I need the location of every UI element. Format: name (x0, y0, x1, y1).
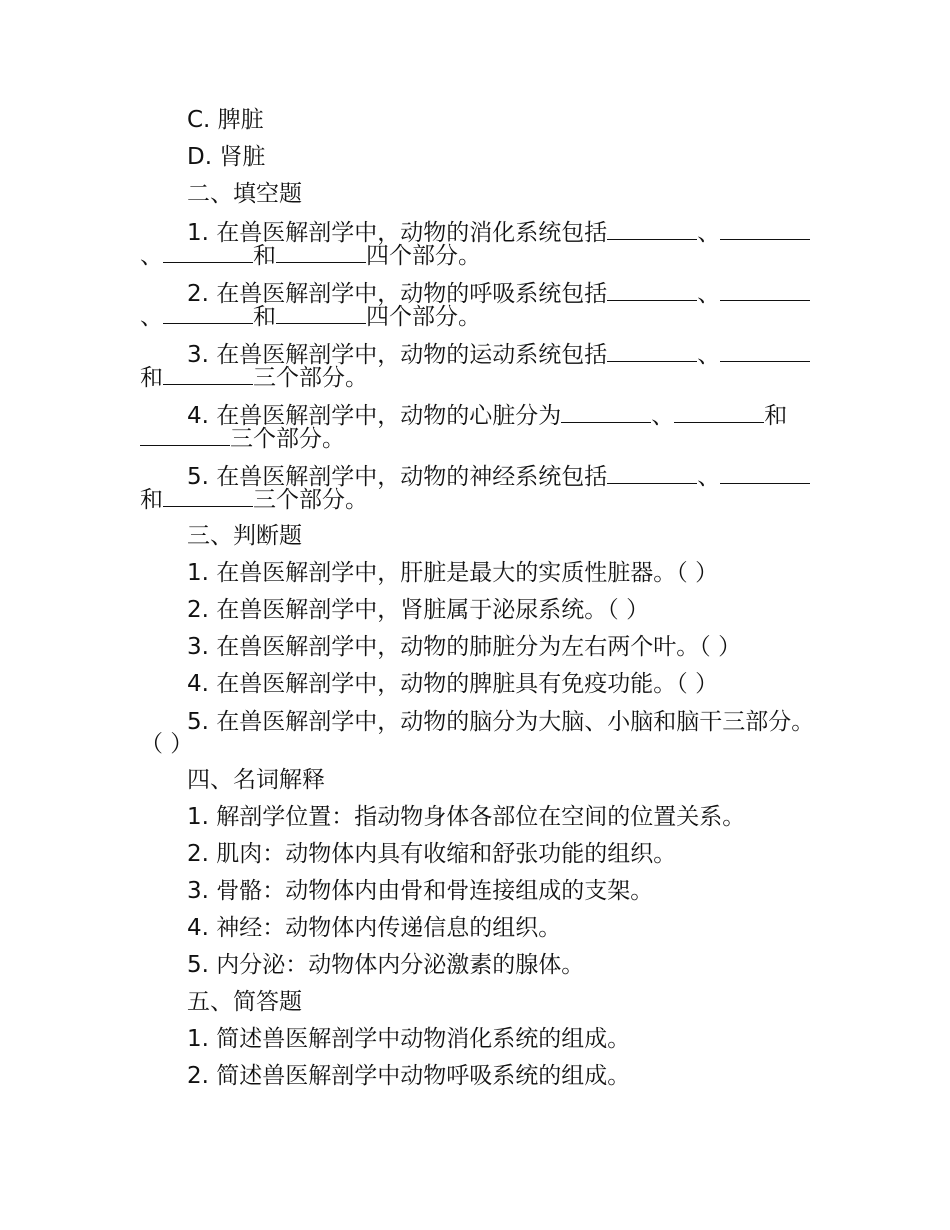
term-definition-3: 3. 骨骼：动物体内由骨和骨连接组成的支架。 (187, 878, 654, 904)
section-heading-short-answer: 五、简答题 (187, 989, 302, 1015)
conjunction: 和 (764, 403, 788, 429)
answer-blank (276, 244, 366, 263)
question-text: 1. 在兽医解剖学中，动物的消化系统包括 (187, 220, 608, 246)
question-tail: 四个部分。 (366, 304, 481, 330)
question-tail: 三个部分。 (230, 426, 345, 452)
answer-blank (163, 244, 253, 263)
answer-blank (720, 343, 810, 362)
fill-blank-question-3 (140, 335, 820, 396)
question-text: 4. 在兽医解剖学中，动物的心脏分为 (187, 403, 562, 429)
separator: 、 (697, 220, 721, 246)
answer-blank (720, 465, 810, 484)
answer-blank (163, 488, 253, 507)
separator: 、 (697, 281, 721, 307)
question-tail: 四个部分。 (366, 243, 481, 269)
separator: 、 (651, 403, 675, 429)
question-tail: 三个部分。 (253, 365, 368, 391)
separator: 、 (140, 304, 163, 330)
true-false-question-4: 4. 在兽医解剖学中，动物的脾脏具有免疫功能。（ ） (187, 671, 719, 697)
question-text: 5. 在兽医解剖学中，动物的神经系统包括 (187, 464, 608, 490)
true-false-question-1: 1. 在兽医解剖学中，肝脏是最大的实质性脏器。（ ） (187, 560, 719, 586)
term-definition-5: 5. 内分泌：动物体内分泌激素的腺体。 (187, 952, 585, 978)
separator: 、 (697, 464, 721, 490)
answer-blank (720, 221, 810, 240)
conjunction: 和 (140, 365, 163, 391)
conjunction: 和 (140, 487, 163, 513)
short-answer-question-2: 2. 简述兽医解剖学中动物呼吸系统的组成。 (187, 1063, 631, 1089)
separator: 、 (697, 342, 721, 368)
answer-blank (163, 305, 253, 324)
fill-blank-question-1 (140, 213, 820, 274)
answer-blank (607, 221, 697, 240)
fill-blank-question-5 (140, 457, 820, 518)
conjunction: 和 (253, 304, 276, 330)
true-false-question-5: 5. 在兽医解剖学中，动物的脑分为大脑、小脑和脑干三部分。（ ） (140, 709, 815, 757)
answer-blank (163, 366, 253, 385)
question-tail: 三个部分。 (253, 487, 368, 513)
question-text: 3. 在兽医解剖学中，动物的运动系统包括 (187, 342, 608, 368)
section-heading-fill-blank: 二、填空题 (187, 181, 302, 207)
option-d: D. 肾脏 (187, 144, 266, 170)
fill-blank-question-2 (140, 274, 820, 335)
answer-blank (674, 404, 764, 423)
term-definition-1: 1. 解剖学位置：指动物身体各部位在空间的位置关系。 (187, 804, 746, 830)
answer-blank (140, 427, 230, 446)
separator: 、 (140, 243, 163, 269)
option-c: C. 脾脏 (187, 107, 264, 133)
answer-blank (607, 465, 697, 484)
document-body (140, 102, 820, 1095)
short-answer-question-1: 1. 简述兽医解剖学中动物消化系统的组成。 (187, 1026, 631, 1052)
answer-blank (276, 305, 366, 324)
true-false-question-3: 3. 在兽医解剖学中，动物的肺脏分为左右两个叶。（ ） (187, 634, 742, 660)
fill-blank-question-4 (140, 396, 820, 457)
section-heading-true-false: 三、判断题 (187, 523, 302, 549)
section-heading-terms: 四、名词解释 (187, 767, 325, 793)
true-false-question-2: 2. 在兽医解剖学中，肾脏属于泌尿系统。（ ） (187, 597, 650, 623)
conjunction: 和 (253, 243, 276, 269)
answer-blank (607, 282, 697, 301)
answer-blank (561, 404, 651, 423)
term-definition-2: 2. 肌肉：动物体内具有收缩和舒张功能的组织。 (187, 841, 677, 867)
answer-blank (720, 282, 810, 301)
term-definition-4: 4. 神经：动物体内传递信息的组织。 (187, 915, 562, 941)
answer-blank (607, 343, 697, 362)
question-text: 2. 在兽医解剖学中，动物的呼吸系统包括 (187, 281, 608, 307)
